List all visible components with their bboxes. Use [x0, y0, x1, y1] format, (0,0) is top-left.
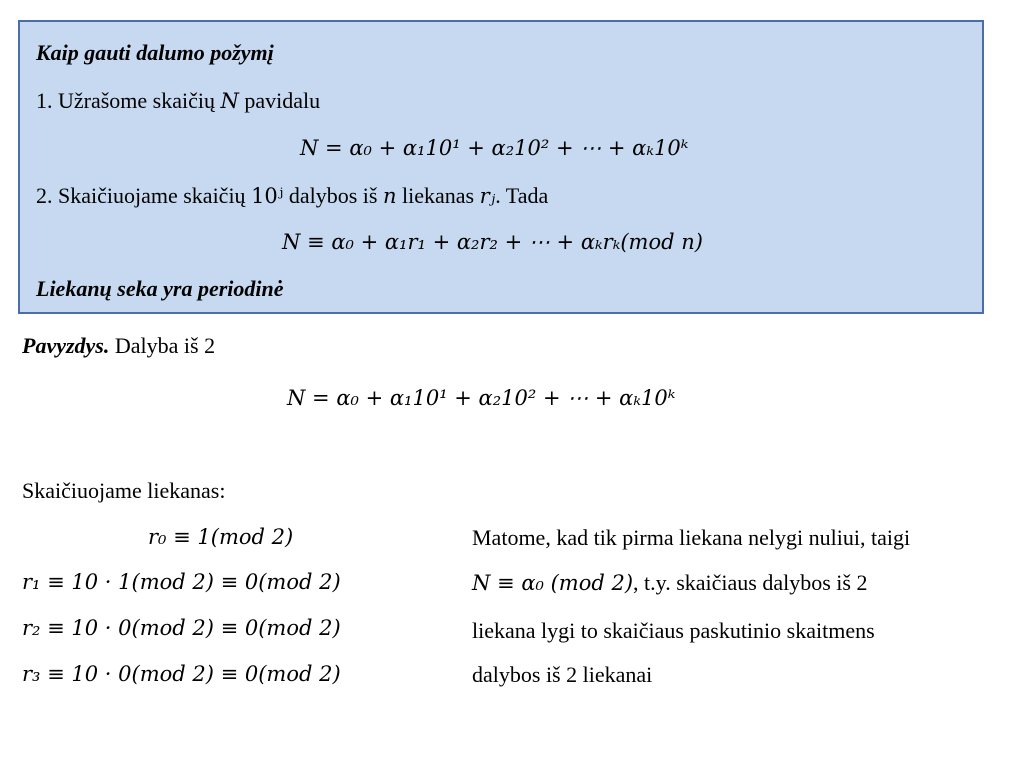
- step-2-var-n: n: [382, 184, 397, 208]
- remainder-line-1: r₁ ≡ 10 · 1(mod 2) ≡ 0(mod 2): [22, 570, 341, 594]
- step-2-var-r: rⱼ: [479, 184, 496, 208]
- step-2-suffix: . Tada: [495, 183, 549, 208]
- step-2-mid: dalybos iš: [283, 183, 383, 208]
- remainder-line-0: r₀ ≡ 1(mod 2): [148, 525, 294, 549]
- formula-congruence: N ≡ α₀ + α₁r₁ + α₂r₂ + ⋯ + αₖrₖ(mod n): [282, 230, 703, 254]
- example-text: Dalyba iš 2: [109, 333, 216, 358]
- step-1-suffix: pavidalu: [238, 88, 321, 113]
- step-2: [36, 183, 548, 209]
- remainder-line-2: r₂ ≡ 10 · 0(mod 2) ≡ 0(mod 2): [22, 616, 341, 640]
- step-2-prefix: 2. Skaičiuojame skaičių: [36, 183, 252, 208]
- formula-expansion: N = α₀ + α₁10¹ + α₂10² + ⋯ + αₖ10ᵏ: [300, 136, 689, 160]
- example-title: [22, 333, 215, 359]
- step-2-mid2: liekanas: [396, 183, 480, 208]
- remainder-line-3: r₃ ≡ 10 · 0(mod 2) ≡ 0(mod 2): [22, 662, 341, 686]
- example-label: Pavyzdys.: [22, 333, 110, 358]
- conclusion-line-1: Matome, kad tik pirma liekana nelygi nuliui, taigi: [472, 525, 911, 550]
- box-footer: Liekanų seka yra periodinė: [36, 276, 284, 301]
- step-1-var: N: [220, 89, 239, 113]
- step-1-prefix: 1. Užrašome skaičių: [36, 88, 221, 113]
- conclusion-line-3: liekana lygi to skaičiaus paskutinio skaitmens: [472, 618, 875, 643]
- conclusion-line-2: [472, 570, 867, 596]
- remainders-heading: Skaičiuojame liekanas:: [22, 478, 226, 503]
- conclusion-line-2-text: , t.y. skaičiaus dalybos iš 2: [633, 570, 868, 595]
- conclusion-math: N ≡ α₀ (mod 2): [472, 571, 634, 595]
- conclusion-line-4: dalybos iš 2 liekanai: [472, 662, 653, 687]
- step-2-power: 10ʲ: [251, 184, 284, 208]
- step-1: [36, 88, 320, 114]
- box-heading: Kaip gauti dalumo požymį: [36, 40, 274, 65]
- example-formula: N = α₀ + α₁10¹ + α₂10² + ⋯ + αₖ10ᵏ: [287, 386, 676, 410]
